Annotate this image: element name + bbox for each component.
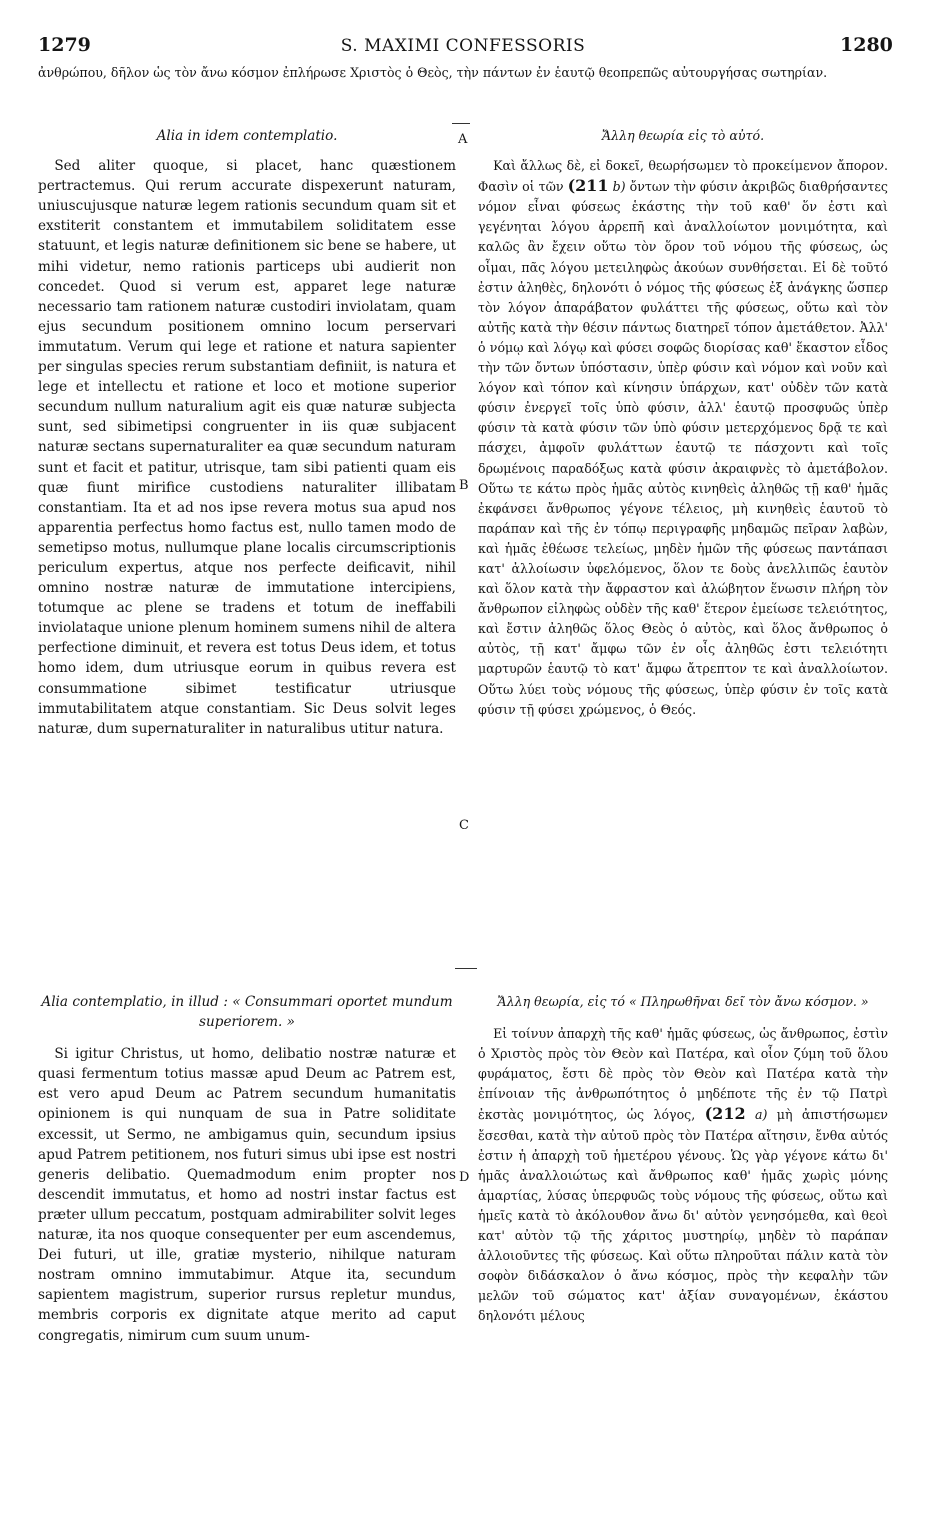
margin-marker-c: C [459, 818, 469, 833]
margin-marker-b: B [459, 478, 469, 493]
latin-heading-1: Alia in idem contemplatio. [156, 128, 338, 144]
page-number-right: 1280 [840, 34, 893, 56]
latin-column-section-2 [38, 992, 456, 1346]
section-divider-middle [455, 968, 477, 969]
greek-paragraph-1 [478, 156, 888, 720]
latin-heading-2: Alia contemplatio, in illud : « Consummari oportet mundum superiorem. » [41, 994, 453, 1031]
greek-text-2a: Εἰ τοίνυν ἀπαρχὴ τῆς καθ' ἡμᾶς φύσεως, ὡς ἄνθρωπος, ἐστὶν ὁ Χριστὸς πρὸς τὸν Θεὸν καὶ Πατέρα, καὶ οἷον ζύμη τοῦ ὅλου φυράματος, ἔστι δὲ πρὸς τὸν Θεὸν καὶ Πατέρα κατὰ τὴν ἐπίνοιαν τῆς ἀνθρωπότητος ὁ μηδέποτε τῆς ἐν τῷ Πατρὶ ἐκστὰς μονιμότητος, ὡς λόγος, [478, 1026, 888, 1123]
greek-text-2b: μὴ ἀπιστήσωμεν ἔσεσθαι, κατὰ τὴν αὐτοῦ πρὸς τὸν Πατέρα αἴτησιν, ἔνθα αὐτός ἐστιν ἡ ἀπαρχὴ τοῦ ἡμετέρου γένους. Ὡς γὰρ γέγονε κάτω δι' ἡμᾶς ἀναλλοιώτως καὶ ἄνθρωπος καθ' ἡμᾶς χωρὶς μόνης ἁμαρτίας, λύσας ὑπερφυῶς τοὺς νόμους τῆς φύσεως, οὕτω καὶ ἡμεῖς κατὰ τὸ ἀκόλουθον ἄνω δι' αὐτὸν γενησόμεθα, καὶ θεοὶ κατ' αὐτὸν τῷ τῆς χάριτος μυστηρίῳ, μηδὲν τὸ παράπαν ἀλλοιοῦντες τῆς φύσεως. Καὶ οὕτω πληροῦται πάλιν κατὰ τὸν σοφὸν διδάσκαλον ὁ ἄνω κόσμος, πρὸς τὴν κεφαλὴν τῶν μελῶν τοῦ σώματος κατ' ἀξίαν συναγομένων, ἑκάστου δηλονότι μέλους [478, 1107, 888, 1324]
latin-column-section-1 [38, 126, 456, 739]
greek-column-section-2 [478, 992, 888, 1327]
latin-paragraph-2: Si igitur Christus, ut homo, delibatio nostræ naturæ et quasi fermentum totius massæ apud Deum ac Patrem est, est vero apud Deum ac Patrem secundum humanitatis opinionem is qui nunquam de sua in Patre soliditate excessit, ut Sermo, ne ambigamus quin, secundum ipsius apud Patrem petitionem, nos futuri simus ubi ipse est nostri generis delibatio. Quemadmodum enim propter nos descendit immutatus, et homo ad nostri instar factus est præter ullum peccatum, postquam admirabiliter solvit leges naturæ, ita nos quoque consequenter per eum ascendemus, Dei futuri, ut ille, gratiæ mysterio, nihilque naturam nostram omnino immutabimur. Atque ita, secundum sapientem magistrum, superior rursus repletur mundus, membris corporis ex dignitate atque merito ad caput congregatis, nimirum cum suum unum- [38, 1046, 456, 1344]
running-title: S. MAXIMI CONFESSORIS [340, 36, 586, 56]
greek-column-section-1 [478, 126, 888, 720]
latin-paragraph-1: Sed aliter quoque, si placet, hanc quæstionem pertractemus. Qui rerum accurate dispexerunt naturam, uniuscujusque naturæ legem rationis secundum quam sit et exstiterit constantem et immutabilem soliditatem esse statuunt, et legis naturæ definitionem sic bene se habere, ut mihi videtur, nemo rationis particeps ubi audierit non concedet. Quod si verum est, apparet lege naturæ necessario tam rationem naturæ custodiri inviolatam, quam ejus secundum positionem omnino locum perservari immutatum. Verum qui lege et ratione et natura sapienter per singulas species rerum substantiam definiit, is natura et lege et intellectu et ratione et loco et motione superior secundum nullum naturalium agit eis quæ naturæ subjecta sunt, sed sibimetipsi congruenter in iis quæ subjacent naturæ sectans supernaturaliter ea quæ secundum naturam sunt et facit et patitur, utrisque, tam sibi patienti quam eis quæ fiunt mirifice custodiens naturaliter illibatam constantiam. Ita et ad nos ipse revera motus sua apud nos apparentia perfectus homo factus est, nullo tamen modo de semetipso motus, nullumque plane localis circumscriptionis periculum expertus, atque nos perfecte deificavit, nihil omnino nostræ naturæ de immutatione intercipiens, totumque ac plene se tradens et totum de ineffabili inviolataque unione plenum hominem sumens nihil de altera perfectione diminuit, et revera est totus Deus idem, et totus homo idem, dum utriusque eorum in quibus revera est consummatione sibimet testificatur utriusque immutabilitatem atque constantiam. Sic Deus solvit leges naturæ, dum supernaturaliter in naturalibus utitur natura. [38, 158, 457, 737]
column-letter-a: a) [754, 1107, 768, 1123]
greek-heading-2: Ἄλλη θεωρία, εἰς τό « Πληρωθῆναι δεῖ τὸν ἄνω κόσμον. » [497, 994, 869, 1009]
page-number-left: 1279 [38, 34, 91, 56]
column-letter-b: b) [612, 179, 626, 195]
section-divider-top [452, 123, 470, 124]
continued-greek-text: ἀνθρώπου, δῆλον ὡς τὸν ἄνω κόσμον ἐπλήρωσε Χριστὸς ὁ Θεὸς, τὴν πάντων ἐν ἑαυτῷ θεοπρεπῶς αὐτουργήσας σωτηρίαν. [38, 65, 828, 80]
margin-marker-d: D [459, 1170, 470, 1185]
greek-heading-1: Ἄλλη θεωρία εἰς τὸ αὐτό. [601, 128, 765, 143]
column-number-212: (212 [704, 1104, 746, 1124]
margin-marker-a: A [458, 132, 468, 147]
greek-text-1a: Καὶ ἄλλως δὲ, εἰ δοκεῖ, θεωρήσωμεν τὸ προκείμενον ἄπορον. Φασὶν οἱ τῶν [478, 158, 888, 195]
column-number-211: (211 [567, 176, 609, 196]
greek-paragraph-2 [478, 1024, 888, 1326]
greek-text-1b: ὄντων τὴν φύσιν ἀκριβῶς διαθρήσαντες νόμον εἶναι φύσεως ἑκάστης τὴν τοῦ καθ' ὅν ἐστι καὶ γεγένηται λόγου ἀρρεπῆ καὶ ἀναλλοίωτον μονιμότητα, καὶ καλῶς ἂν ἔχειν οὕτω τὸν ὅρον τοῦ νόμου τῆς φύσεως, ὡς οἶμαι, πᾶς λόγου μετειληφὼς ἀκούων συνθήσεται. Εἰ δὲ τοῦτό ἐστιν ἀληθὲς, δηλονότι ὁ νόμος τῆς φύσεως ἐξ ἀνάγκης ὥσπερ τὸν λόγον ἀπαράβατον φυλάττει τῆς φύσεως, οὕτω καὶ τὸν αὐτῆς κατὰ τὴν θέσιν πάντως διατηρεῖ τόπον ἀμετάθετον. Ἀλλ' ὁ νόμῳ καὶ λόγῳ καὶ φύσει σοφῶς διορίσας καθ' ἕκαστον εἶδος τὴν τῶν ὄντων ὑπόστασιν, ὑπὲρ φύσιν καὶ νόμον καὶ νοῦν καὶ λόγον καὶ τόπον καὶ κίνησιν ὑπάρχων, κατ' οὐδὲν τῶν κατὰ φύσιν ἐνεργεῖ τοῖς ὑπὸ φύσιν, ἀλλ' ἑαυτῷ προσφυῶς ὑπὲρ φύσιν τὰ κατὰ φύσιν τῶν ὑπὸ φύσιν μετερχόμενος δρᾷ τε καὶ πάσχει, ἀμφοῖν φυλάττων ἑαυτῷ τε πάσχοντι καὶ τοῖς δρωμένοις παραδόξως κατὰ φύσιν ἀκραιφνὲς τὸ ἀμετάβολον. Οὕτω τε κάτω πρὸς ἡμᾶς αὐτὸς κινηθεὶς ἀληθῶς τῇ καθ' ἡμᾶς ἐκφάνσει ἄνθρωπος γέγονε τέλειος, μὴ κινηθεὶς ἑαυτοῦ τὸ παράπαν καὶ τῆς ἐν τόπῳ περιγραφῆς μηδαμῶς πεῖραν λαβὼν, καὶ ἡμᾶς ἐθέωσε τελείως, μηδὲν ἡμῶν τῆς φύσεως παντάπασι κατ' ἀλλοίωσιν ὑφελόμενος, ὅλον τε δοὺς ἀνελλιπῶς ἑαυτὸν καὶ ὅλον κατὰ τὴν ἄφραστον καὶ ἀλώβητον ἕνωσιν πλήρη τὸν ἄνθρωπον εἰληφὼς οὐδὲν τῆς καθ' ἕτερον ἐμείωσε τελειότητος, καὶ ἔστιν ἀληθῶς ὅλος Θεὸς ὁ αὐτὸς, καὶ ὅλος ἄνθρωπος ὁ αὐτὸς, τῇ κατ' ἄμφω τῶν ἐν οἷς ἀληθῶς ἐστι τελειότητι μαρτυρῶν ἑαυτῷ τὸ κατ' ἄμφω ἄτρεπτον τε καὶ ἀναλλοίωτον. Οὕτω λύει τοὺς νόμους τῆς φύσεως, ὑπὲρ φύσιν ἐν τοῖς κατὰ φύσιν τῇ φύσει χρώμενος, ὁ Θεός. [478, 179, 888, 717]
